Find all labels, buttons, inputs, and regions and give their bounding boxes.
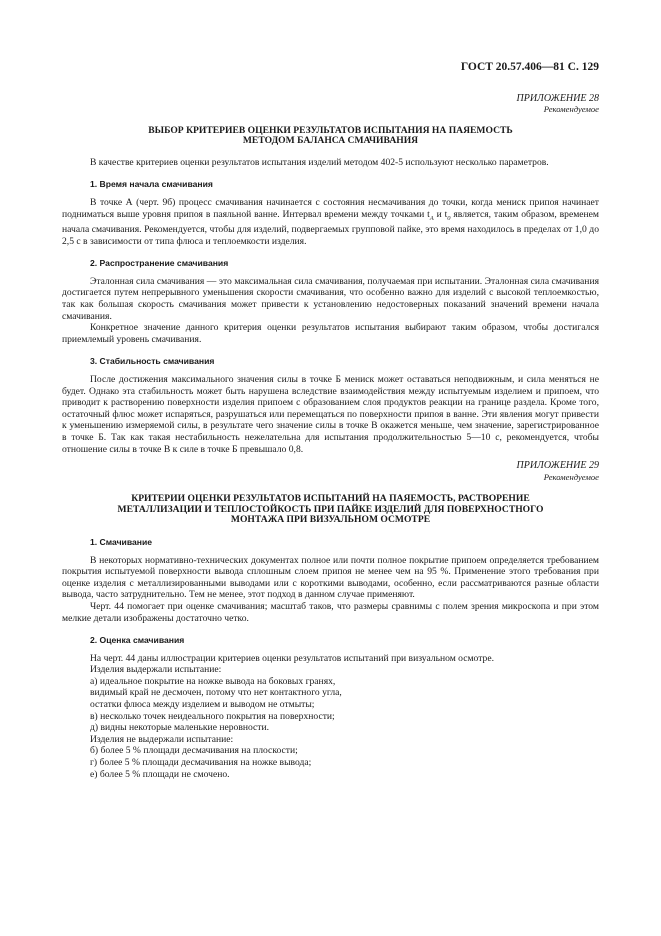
section-heading: 1. Время начала смачивания [90,179,213,190]
title-line: МОНТАЖА ПРИ ВИЗУАЛЬНОМ ОСМОТРЕ [230,514,431,526]
section-heading: 3. Стабильность смачивания [90,356,215,367]
section-heading: 2. Оценка смачивания [90,635,185,646]
paragraph: В точке А (черт. 9б) процесс смачивания начинается с состояния несмачивания до точки, когда мениск припоя начинает подниматься выше уровня припоя в паяльной ванне. Интервал времени между точками $t_A$ и $t_0$ является, таким образом, временем начала смачивания. Рекомендуется, чтобы для изделий, подвергаемых групповой пайке, это время находилось в пределах от 1,0 до 2,5 с в зависимости от типа флюса и теплоемкости изделия. [62,196,599,247]
title-line: МЕТОДОМ БАЛАНСА СМАЧИВАНИЯ [242,135,419,147]
criteria-list [90,664,599,780]
paragraph: Черт. 44 помогает при оценке смачивания; масштаб таков, что размеры сравнимы с полем зрения микроскопа и при этом мелкие детали изображены достаточно четко. [62,600,599,624]
section-heading: 2. Распространение смачивания [90,258,229,269]
appendix-28-label [62,94,599,115]
title-line: МЕТАЛЛИЗАЦИИ И ТЕПЛОСТОЙКОСТЬ ПРИ ПАЙКЕ ИЗДЕЛИЙ ДЛЯ ПОВЕРХНОСТНОГО [117,503,544,515]
paragraph: После достижения максимального значения силы в точке Б мениск может оставаться неподвижным, и сила меняться не будет. Однако эта стабильность может быть нарушена вследствие взаимодействия между испытуемым изделием и припоем, что приводит к растворению поверхности изделия припоем с образованием слоя продуктов реакции на границе раздела. Кроме того, остаточный флюс может испаряться, разрушаться или перемещаться по поверхности припоя в ванне. Эти явления могут привести к уменьшению измеряемой силы, в результате чего значение силы в точке В окажется меньше, чем значение, зарегистрированное в точке Б. Так как такая нестабильность нежелательна для испытания продолжительностью 5—10 с, рекомендуется, чтобы отношение силы в точке В к силе в точке Б превышало 0,8. [62,374,599,455]
list-item: д) видны некоторые маленькие неровности. [90,722,270,734]
list-item: в) несколько точек неидеального покрытия на поверхности; [90,710,335,722]
appendix-29-title [62,494,599,526]
title-line: КРИТЕРИИ ОЦЕНКИ РЕЗУЛЬТАТОВ ИСПЫТАНИЙ НА ПАЯЕМОСТЬ, РАСТВОРЕНИЕ [131,493,530,505]
title-line: ВЫБОР КРИТЕРИЕВ ОЦЕНКИ РЕЗУЛЬТАТОВ ИСПЫТАНИЯ НА ПАЯЕМОСТЬ [148,124,513,136]
appendix-number: ПРИЛОЖЕНИЕ 28 [516,92,599,104]
paragraph: Конкретное значение данного критерия оценки результатов испытания выбирают таким образом, чтобы достигался приемлемый уровень смачивания. [62,322,599,345]
list-item: Изделия выдержали испытание: [90,664,222,676]
section-heading: 1. Смачивание [90,536,153,547]
intro-paragraph: В качестве критериев оценки результатов испытания изделий методом 402-5 используют несколько параметров. [90,156,549,168]
paragraph: На черт. 44 даны иллюстрации критериев оценки результатов испытаний при визуальном осмотре. [90,652,494,664]
paragraph: В некоторых нормативно-технических документах полное или почти полное покрытие припоем определяется требованием покрытия испытуемой поверхности вывода сплошным слоем припоя не менее чем на 95 %. Применение этого требования при оценке изделия с металлизированными выводами или с короткими выводами, особенно, если рассматриваются разные области вывода, часто затруднительно. Тем не менее, этот подход в данном случае применяют. [62,554,599,601]
list-item: видимый край не десмочен, потому что нет контактного угла, [90,687,342,699]
appendix-28-title [62,126,599,147]
paragraph: Эталонная сила смачивания — это максимальная сила смачивания, получаемая при испытании. Эталонная сила смачивания достигается путем непрерывного уменьшения скорости смачивания, что особенно важно для изделий с высокой теплоемкостью, так как большая скорость смачивания может привести к установлению недостоверных показаний значений времени начала смачивания. [62,275,599,322]
page-header: ГОСТ 20.57.406—81 С. 129 [460,61,599,73]
list-item: остатки флюса между изделием и выводом не отмыты; [90,699,315,711]
list-item: а) идеальное покрытие на ножке вывода на боковых гранях, [90,675,336,687]
list-item: б) более 5 % площади десмачивания на плоскости; [90,745,298,757]
list-item: Изделия не выдержали испытание: [90,733,234,745]
list-item: г) более 5 % площади десмачивания на ножке вывода; [90,757,312,769]
appendix-number: ПРИЛОЖЕНИЕ 29 [516,460,599,472]
list-item: е) более 5 % площади не смочено. [90,768,230,780]
appendix-status: Рекомендуемое [543,104,599,115]
appendix-29-label [62,461,599,482]
appendix-status: Рекомендуемое [543,471,599,482]
